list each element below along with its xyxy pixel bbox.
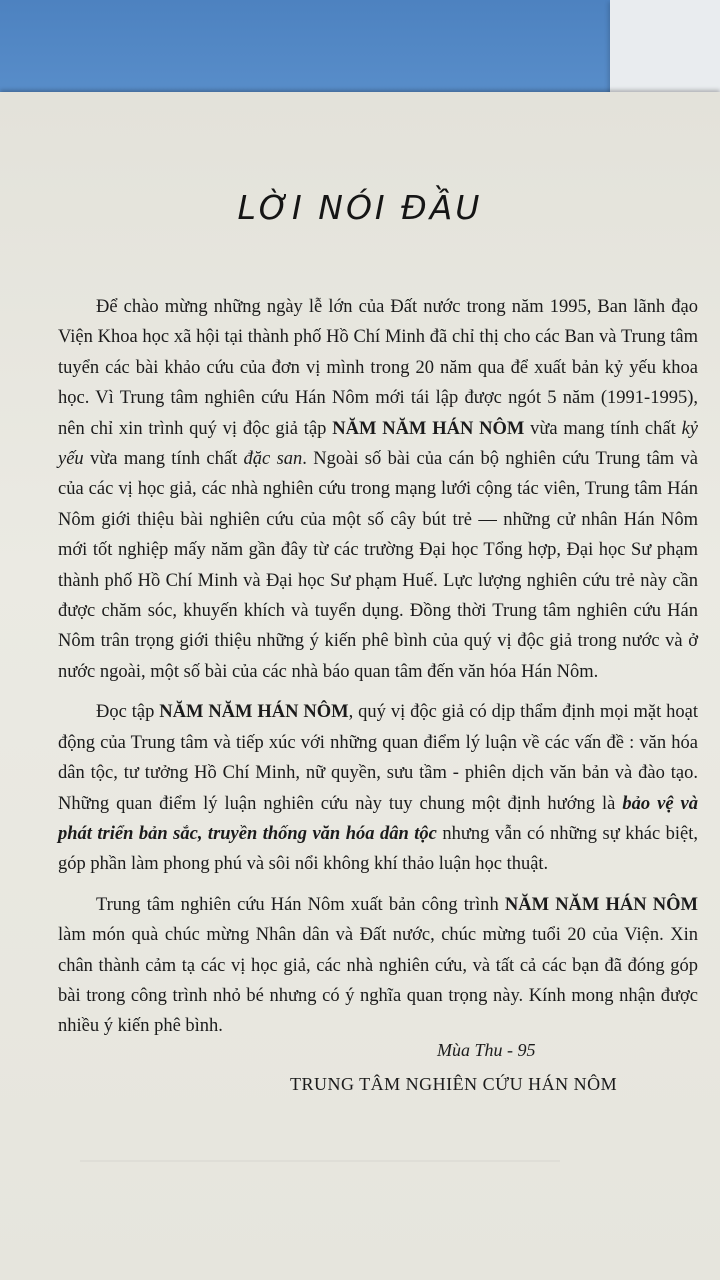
body-text: [58, 292, 698, 1052]
text-run: , quý vị độc giả có dịp thẩm định mọi mặt hoạt động của Trung tâm và tiếp xúc với những quan điểm lý luận về các vấn đề : văn hóa dân tộc, tư tưởng Hồ Chí Minh, nữ quyền, sưu tầm - phiên dịch văn bản và đào tạo. Những quan điểm lý luận nghiên cứu này tuy chung một định hướng là: [58, 702, 698, 814]
text-run: NĂM NĂM HÁN NÔM: [332, 418, 525, 439]
text-run: vừa mang tính chất: [524, 418, 682, 439]
text-run: NĂM NĂM HÁN NÔM: [504, 894, 698, 915]
signature-organization: TRUNG TÂM NGHIÊN CỨU HÁN NÔM: [290, 1074, 618, 1094]
page-footer-rule: [80, 1160, 560, 1162]
text-run: nhưng vẫn có những sự khác biệt, góp phần làm phong phú và sôi nổi không khí thảo luận học thuật.: [58, 823, 699, 875]
page-title: LỜI NÓI ĐẦU: [237, 188, 483, 227]
paragraph-2: [58, 697, 698, 879]
text-run: . Ngoài số bài của cán bộ nghiên cứu Trung tâm và của các vị học giả, các nhà nghiên cứu trong mạng lưới cộng tác viên, Trung tâm Hán Nôm giới thiệu bài nghiên cứu của một số cây bút trẻ — những cử nhân Hán Nôm mới tốt nghiệp mấy năm gần đây từ các trường Đại học Tổng hợp, Đại học Sư phạm thành phố Hồ Chí Minh và Đại học Sư phạm Huế. Lực lượng nghiên cứu trẻ này cần được chăm sóc, khuyến khích và tuyển dụng. Đồng thời Trung tâm nghiên cứu Hán Nôm trân trọng giới thiệu những ý kiến phê bình của quý vị độc giả trong nước và ở nước ngoài, một số bài của các nhà báo quan tâm đến văn hóa Hán Nôm.: [58, 449, 698, 682]
text-run: NĂM NĂM HÁN NÔM: [159, 702, 349, 723]
text-run: Trung tâm nghiên cứu Hán Nôm xuất bản công trình: [96, 894, 505, 915]
text-run: Để chào mừng những ngày lễ lớn của Đất nước trong năm 1995, Ban lãnh đạo Viện Khoa học xã hội tại thành phố Hồ Chí Minh đã chỉ thị cho các Ban và Trung tâm tuyển các bài khảo cứu của đơn vị mình trong 20 năm qua để xuất bản kỷ yếu khoa học. Vì Trung tâm nghiên cứu Hán Nôm mới tái lập được ngót 5 năm (1991-1995), nên chỉ xin trình quý vị độc giả tập: [58, 297, 698, 439]
text-run: vừa mang tính chất: [83, 449, 244, 470]
text-run: Đọc tập: [96, 702, 160, 723]
signature-date: Mùa Thu - 95: [437, 1040, 536, 1060]
background-paper-corner: [610, 0, 720, 100]
text-run: đặc san: [243, 449, 303, 470]
text-run: bảo vệ và phát triển bản sắc, truyền thống văn hóa dân tộc: [58, 793, 698, 844]
paragraph-3: [58, 890, 698, 1042]
paragraph-1: [58, 292, 698, 687]
text-run: làm món quà chúc mừng Nhân dân và Đất nước, chúc mừng tuổi 20 của Viện. Xin chân thành cảm tạ các vị học giả, các nhà nghiên cứu, và tất cả các bạn đã đóng góp bài trong công trình nhỏ bé nhưng có ý nghĩa quan trọng này. Kính mong nhận được nhiều ý kiến phê bình.: [58, 925, 698, 1037]
text-run: kỷ yếu: [58, 418, 698, 470]
